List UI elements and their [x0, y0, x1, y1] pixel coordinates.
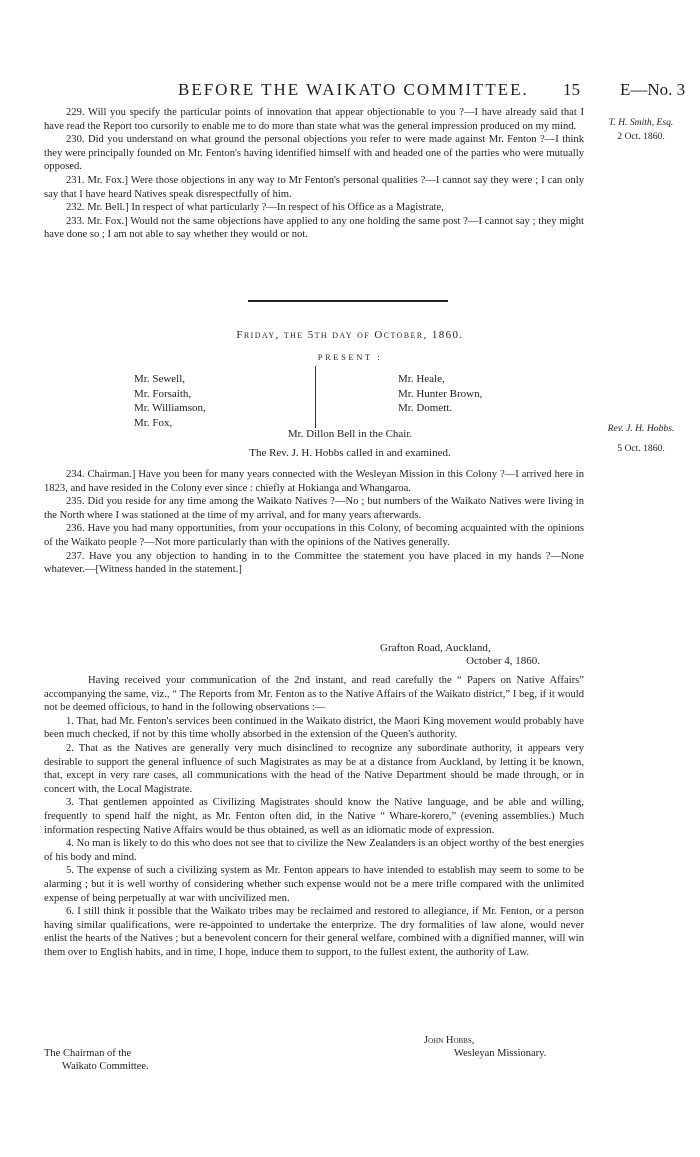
paragraph: 232. Mr. Bell.] In respect of what particularly ?—In respect of his Office as a Magistrate,	[66, 202, 444, 214]
members-divider	[315, 366, 316, 428]
paragraph: 237. Have you any objection to handing in to the Committee the statement you have placed in my hands ?—None whatever.—[Witness handed in the statement.]	[44, 550, 584, 576]
member-name: Mr. Sewell,	[134, 373, 186, 385]
letter-date: October 4, 1860.	[466, 655, 540, 667]
paragraph: 231. Mr. Fox.] Were those objections in any way to Mr Fenton's personal qualities ?—I cannot say they were ; I can only say that I have heard Natives speak disrespectfully of him.	[44, 174, 584, 200]
sitting-date: Friday, the 5th day of October, 1860.	[236, 329, 464, 341]
members-list-right	[398, 372, 482, 416]
margin-note-date: 2 Oct. 1860.	[617, 131, 665, 142]
page-header	[0, 80, 700, 104]
paragraph: 235. Did you reside for any time among the Waikato Natives ?—No ; but numbers of the Waikato Natives were living in the North where I was stationed at the time of my arrival, and for many years afterwards.	[44, 496, 584, 521]
paragraph: 236. Have you had many opportunities, from your occupations in this Colony, of becoming acquainted with the opinions of the Waikato people ?—Not more particularly than with the opinions of the Natives generally.	[44, 523, 584, 548]
member-name: Mr. Forsaith,	[134, 387, 192, 400]
paragraph: 233. Mr. Fox.] Would not the same objections have applied to any one holding the same post ?—I cannot say ; they might have done so ; I am not able to say whether they would or not.	[44, 215, 584, 241]
margin-note-witness-name: Rev. J. H. Hobbs.	[607, 423, 675, 434]
running-title: BEFORE THE WAIKATO COMMITTEE.	[178, 80, 529, 99]
member-name: Mr. Hunter Brown,	[398, 387, 483, 400]
addressee-line: The Chairman of the	[44, 1048, 132, 1059]
margin-note-date: 5 Oct. 1860.	[617, 443, 665, 454]
section-divider	[248, 300, 448, 302]
questions-229-233	[44, 106, 584, 242]
page-number: 15	[563, 80, 580, 99]
letter-address	[350, 642, 540, 668]
chair-statement: Mr. Dillon Bell in the Chair.	[287, 428, 413, 440]
signature-name: John Hobbs,	[424, 1035, 475, 1046]
questions-234-237	[44, 468, 584, 577]
member-name: Mr. Heale,	[398, 373, 445, 385]
signature-role: Wesleyan Missionary.	[454, 1048, 547, 1059]
paragraph: 234. Chairman.] Have you been for many years connected with the Wesleyan Mission in this Colony ?—I arrived here in 1823, and have resided in the Colony ever since : chiefly at Hokianga and Whangaroa.	[44, 469, 584, 494]
addressee-line: Waikato Committee.	[62, 1061, 149, 1072]
present-heading: PRESENT :	[317, 352, 383, 362]
paragraph: Having received your communication of the 2nd instant, and read carefully the “ Papers on Native Affairs” accompanying the same, viz., “ The Reports from Mr. Fenton as to the Native Affairs of the Waikato district,” I beg, if it would not be deemed officious, to hand in the following observations :—	[44, 675, 584, 714]
paragraph: 229. Will you specify the particular points of innovation that appear objectionable to you ?—I have already said that I have read the Report too cursorily to enable me to do more than state what was the general impression produced on my mind.	[44, 107, 584, 132]
address-line: Grafton Road, Auckland,	[380, 642, 491, 654]
paragraph: 3. That gentlemen appointed as Civilizing Magistrates should know the Native language, and be able and willing, frequently to spend half the night, as Mr. Fenton often did, in the Native “ Whare-korero,” (evening assemblies.) Much information respecting Native Affairs would be thus obtained, as well as an idiomatic mode of expression.	[44, 797, 584, 836]
letter-addressee	[44, 1047, 149, 1073]
paragraph: 4. No man is likely to do this who does not see that to civilize the New Zealanders is an object worthy of the best energies of his body and mind.	[44, 838, 584, 863]
members-list-left	[134, 372, 206, 430]
member-name: Mr. Fox,	[134, 416, 173, 429]
paragraph: 1. That, had Mr. Fenton's services been continued in the Waikato district, the Maori King movement would probably have been much checked, if not by this time wholly absorbed in the extension of the Queen's authority.	[44, 715, 584, 741]
letter-body	[44, 674, 584, 959]
margin-note-smith	[594, 116, 688, 144]
signature-block	[420, 1034, 546, 1060]
paragraph: 230. Did you understand on what ground the personal objections you refer to were made against Mr. Fenton ?—I think they were principally founded on Mr. Fenton's having identified himself with and headed one of the parties who were mutually opposed.	[44, 134, 584, 173]
member-name: Mr. Domett.	[398, 402, 453, 414]
witness-called: The Rev. J. H. Hobbs called in and examined.	[249, 447, 451, 459]
margin-note-witness-name: T. H. Smith, Esq.	[608, 117, 674, 128]
member-name: Mr. Williamson,	[134, 402, 206, 414]
paragraph: 6. I still think it possible that the Waikato tribes may be reclaimed and restored to allegiance, if Mr. Fenton, or a person having similar qualifications, were re-appointed to undertake the enterprize. The dry formalities of law alone, would never enlist the hearts of the Natives ; but a benevolent concern for their general welfare, combined with a dignified manner, will win them over to English habits, and in time, I hope, induce them to support, to the fullest extent, the authority of Law.	[44, 906, 584, 958]
margin-note-hobbs	[594, 422, 688, 456]
paragraph: 5. The expense of such a civilizing system as Mr. Fenton appears to have intended to establish may seem to some to be alarming ; but it is well worthy of considering whether such expense would not be a mere trifle compared with the unlimited expense of being perpetually at war with uncivilized men.	[44, 865, 584, 904]
paragraph: 2. That as the Natives are generally very much disinclined to recognize any subordinate authority, it appears very desirable to support the general influence of such Magistrates as may be at a distance from Auckland, by letting it be known, that, except in very rare cases, all communications with the head of the Native Department should be made through, or in concert with, the Local Magistrate.	[44, 742, 584, 795]
document-reference: E—No. 3	[620, 80, 686, 99]
